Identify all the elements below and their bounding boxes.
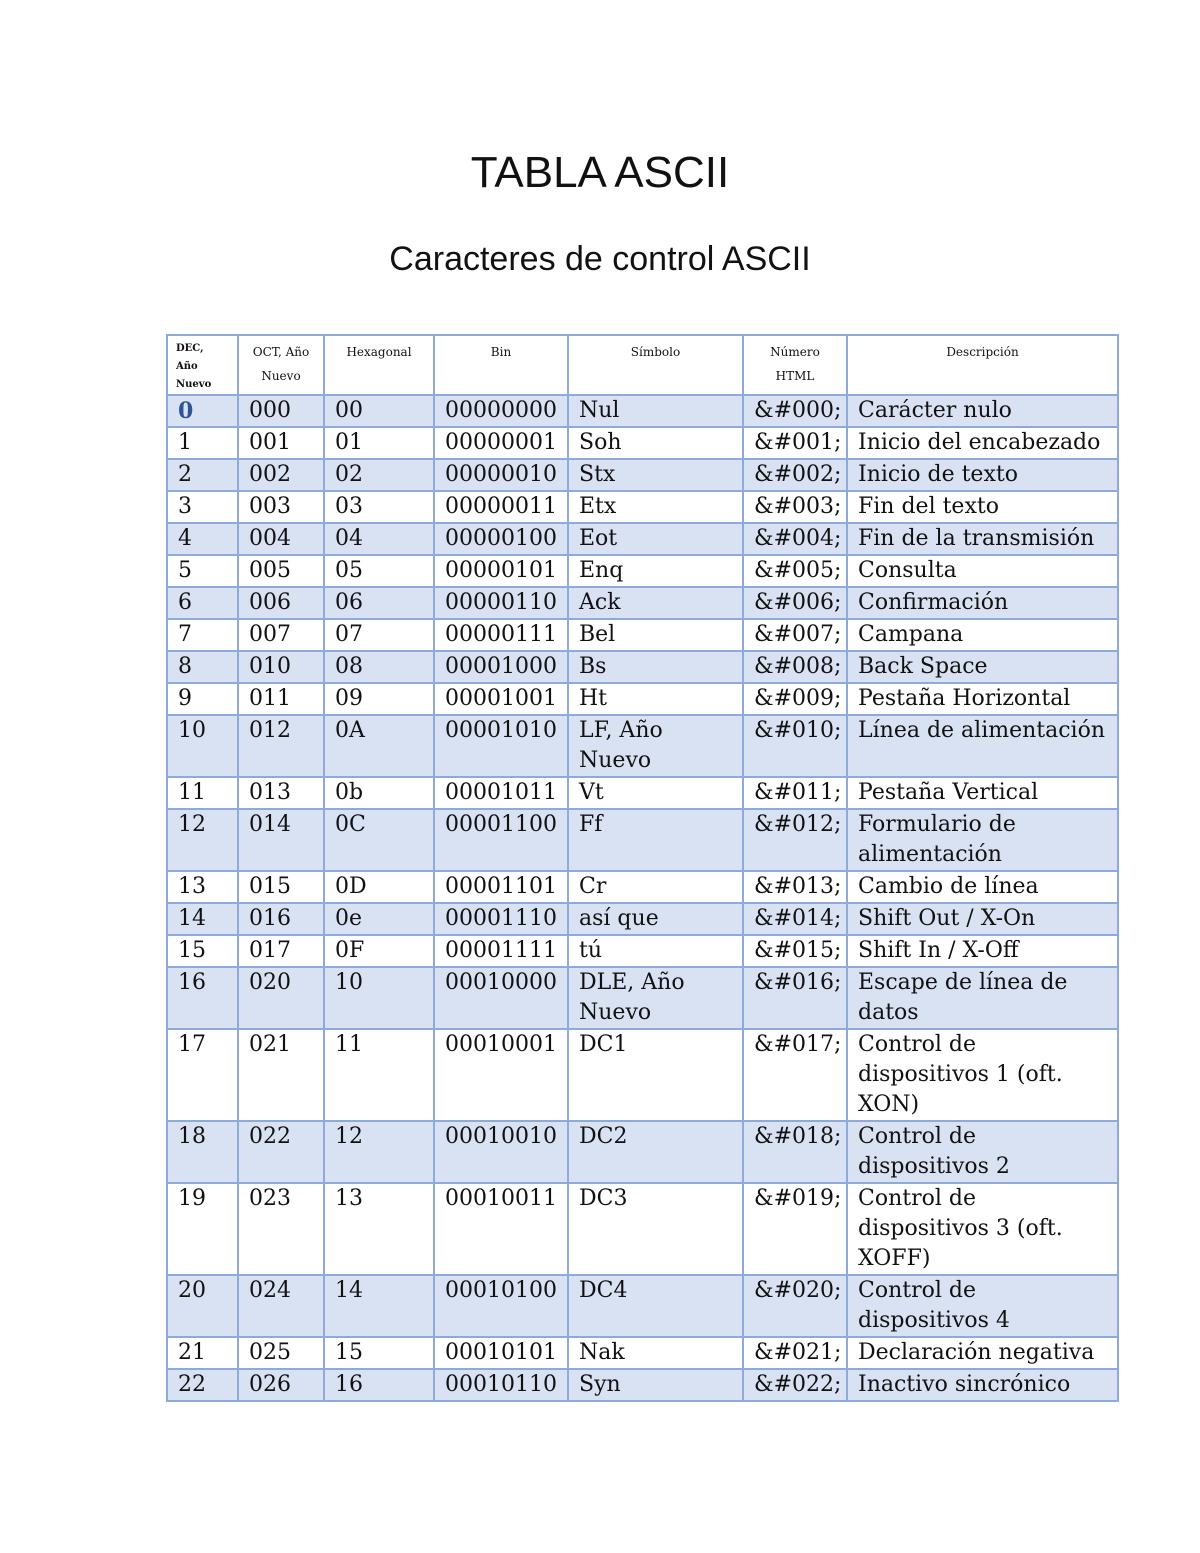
cell-dec: 11 xyxy=(167,777,238,809)
document-subtitle: Caracteres de control ASCII xyxy=(389,240,811,278)
cell-desc: Pestaña Horizontal xyxy=(847,683,1118,715)
cell-symbol: Soh xyxy=(568,427,743,459)
header-html: Número HTML xyxy=(743,335,847,395)
cell-oct: 011 xyxy=(238,683,324,715)
cell-oct: 005 xyxy=(238,555,324,587)
cell-dec: 20 xyxy=(167,1275,238,1337)
cell-dec: 21 xyxy=(167,1337,238,1369)
cell-desc: Control de dispositivos 2 xyxy=(847,1121,1118,1183)
cell-symbol: Nul xyxy=(568,395,743,427)
cell-oct: 023 xyxy=(238,1183,324,1275)
cell-bin: 00001111 xyxy=(434,935,568,967)
cell-oct: 007 xyxy=(238,619,324,651)
cell-oct: 020 xyxy=(238,967,324,1029)
cell-bin: 00010011 xyxy=(434,1183,568,1275)
cell-bin: 00001110 xyxy=(434,903,568,935)
table-row xyxy=(167,967,1118,1029)
table-row xyxy=(167,1275,1118,1337)
cell-bin: 00001000 xyxy=(434,651,568,683)
header-symbol: Símbolo xyxy=(568,335,743,395)
table-row xyxy=(167,903,1118,935)
cell-symbol: DC4 xyxy=(568,1275,743,1337)
cell-desc: Fin del texto xyxy=(847,491,1118,523)
header-hex: Hexagonal xyxy=(324,335,434,395)
cell-oct: 003 xyxy=(238,491,324,523)
cell-html: &#007; xyxy=(743,619,847,651)
table-row xyxy=(167,619,1118,651)
cell-desc: Inicio de texto xyxy=(847,459,1118,491)
cell-bin: 00000000 xyxy=(434,395,568,427)
table-row xyxy=(167,809,1118,871)
cell-hex: 08 xyxy=(324,651,434,683)
cell-bin: 00000110 xyxy=(434,587,568,619)
cell-html: &#018; xyxy=(743,1121,847,1183)
cell-desc: Escape de línea de datos xyxy=(847,967,1118,1029)
cell-oct: 006 xyxy=(238,587,324,619)
cell-html: &#009; xyxy=(743,683,847,715)
document-title: TABLA ASCII xyxy=(470,148,730,197)
cell-hex: 07 xyxy=(324,619,434,651)
cell-dec: 10 xyxy=(167,715,238,777)
cell-dec: 4 xyxy=(167,523,238,555)
cell-hex: 0F xyxy=(324,935,434,967)
cell-hex: 02 xyxy=(324,459,434,491)
cell-symbol: Syn xyxy=(568,1369,743,1401)
cell-desc: Control de dispositivos 1 (oft. XON) xyxy=(847,1029,1118,1121)
cell-hex: 10 xyxy=(324,967,434,1029)
cell-desc: Back Space xyxy=(847,651,1118,683)
table-row xyxy=(167,459,1118,491)
cell-html: &#004; xyxy=(743,523,847,555)
cell-hex: 12 xyxy=(324,1121,434,1183)
cell-oct: 015 xyxy=(238,871,324,903)
cell-dec: 22 xyxy=(167,1369,238,1401)
cell-html: &#006; xyxy=(743,587,847,619)
table-row xyxy=(167,1121,1118,1183)
cell-html: &#008; xyxy=(743,651,847,683)
cell-symbol: DC1 xyxy=(568,1029,743,1121)
cell-symbol: Etx xyxy=(568,491,743,523)
cell-oct: 014 xyxy=(238,809,324,871)
cell-oct: 001 xyxy=(238,427,324,459)
cell-oct: 021 xyxy=(238,1029,324,1121)
cell-desc: Formulario de alimentación xyxy=(847,809,1118,871)
cell-bin: 00010001 xyxy=(434,1029,568,1121)
cell-desc: Consulta xyxy=(847,555,1118,587)
cell-hex: 13 xyxy=(324,1183,434,1275)
cell-hex: 09 xyxy=(324,683,434,715)
cell-dec: 9 xyxy=(167,683,238,715)
cell-bin: 00000100 xyxy=(434,523,568,555)
cell-html: &#011; xyxy=(743,777,847,809)
cell-desc: Control de dispositivos 3 (oft. XOFF) xyxy=(847,1183,1118,1275)
cell-bin: 00000101 xyxy=(434,555,568,587)
cell-dec: 0 xyxy=(167,395,238,427)
cell-dec: 1 xyxy=(167,427,238,459)
cell-desc: Control de dispositivos 4 xyxy=(847,1275,1118,1337)
cell-oct: 012 xyxy=(238,715,324,777)
cell-desc: Campana xyxy=(847,619,1118,651)
cell-html: &#022; xyxy=(743,1369,847,1401)
cell-html: &#016; xyxy=(743,967,847,1029)
cell-hex: 06 xyxy=(324,587,434,619)
header-dec: DEC, Año Nuevo xyxy=(167,335,238,395)
cell-bin: 00010101 xyxy=(434,1337,568,1369)
cell-html: &#010; xyxy=(743,715,847,777)
cell-desc: Pestaña Vertical xyxy=(847,777,1118,809)
cell-bin: 00001100 xyxy=(434,809,568,871)
table-row xyxy=(167,587,1118,619)
cell-bin: 00000011 xyxy=(434,491,568,523)
table-row xyxy=(167,1337,1118,1369)
cell-hex: 11 xyxy=(324,1029,434,1121)
cell-hex: 0A xyxy=(324,715,434,777)
cell-symbol: Ack xyxy=(568,587,743,619)
cell-oct: 024 xyxy=(238,1275,324,1337)
table-row xyxy=(167,427,1118,459)
cell-desc: Shift In / X-Off xyxy=(847,935,1118,967)
cell-oct: 000 xyxy=(238,395,324,427)
table-row xyxy=(167,871,1118,903)
cell-hex: 05 xyxy=(324,555,434,587)
cell-dec: 2 xyxy=(167,459,238,491)
cell-dec: 7 xyxy=(167,619,238,651)
cell-bin: 00001010 xyxy=(434,715,568,777)
cell-desc: Inactivo sincrónico xyxy=(847,1369,1118,1401)
cell-dec: 19 xyxy=(167,1183,238,1275)
cell-hex: 15 xyxy=(324,1337,434,1369)
cell-symbol: Bs xyxy=(568,651,743,683)
cell-symbol: Nak xyxy=(568,1337,743,1369)
table-row xyxy=(167,1029,1118,1121)
table-row xyxy=(167,683,1118,715)
cell-desc: Cambio de línea xyxy=(847,871,1118,903)
table-row xyxy=(167,777,1118,809)
cell-hex: 0D xyxy=(324,871,434,903)
cell-html: &#013; xyxy=(743,871,847,903)
cell-symbol: Vt xyxy=(568,777,743,809)
cell-dec: 16 xyxy=(167,967,238,1029)
cell-desc: Confirmación xyxy=(847,587,1118,619)
cell-desc: Fin de la transmisión xyxy=(847,523,1118,555)
cell-bin: 00000111 xyxy=(434,619,568,651)
cell-bin: 00010010 xyxy=(434,1121,568,1183)
cell-html: &#021; xyxy=(743,1337,847,1369)
cell-symbol: Ht xyxy=(568,683,743,715)
header-oct: OCT, Año Nuevo xyxy=(238,335,324,395)
cell-dec: 8 xyxy=(167,651,238,683)
table-row xyxy=(167,395,1118,427)
cell-html: &#001; xyxy=(743,427,847,459)
cell-dec: 13 xyxy=(167,871,238,903)
cell-bin: 00001011 xyxy=(434,777,568,809)
cell-bin: 00010110 xyxy=(434,1369,568,1401)
table-header-row xyxy=(167,335,1118,395)
cell-hex: 0C xyxy=(324,809,434,871)
cell-oct: 002 xyxy=(238,459,324,491)
cell-symbol: LF, Año Nuevo xyxy=(568,715,743,777)
cell-desc: Línea de alimentación xyxy=(847,715,1118,777)
cell-dec: 15 xyxy=(167,935,238,967)
cell-dec: 5 xyxy=(167,555,238,587)
cell-html: &#003; xyxy=(743,491,847,523)
cell-symbol: Cr xyxy=(568,871,743,903)
cell-html: &#005; xyxy=(743,555,847,587)
header-bin: Bin xyxy=(434,335,568,395)
cell-html: &#015; xyxy=(743,935,847,967)
cell-symbol: Stx xyxy=(568,459,743,491)
cell-symbol: Ff xyxy=(568,809,743,871)
cell-symbol: Enq xyxy=(568,555,743,587)
cell-desc: Inicio del encabezado xyxy=(847,427,1118,459)
cell-oct: 016 xyxy=(238,903,324,935)
cell-html: &#020; xyxy=(743,1275,847,1337)
cell-oct: 022 xyxy=(238,1121,324,1183)
cell-html: &#014; xyxy=(743,903,847,935)
cell-hex: 0e xyxy=(324,903,434,935)
cell-oct: 010 xyxy=(238,651,324,683)
cell-html: &#012; xyxy=(743,809,847,871)
cell-hex: 14 xyxy=(324,1275,434,1337)
cell-dec: 14 xyxy=(167,903,238,935)
cell-dec: 18 xyxy=(167,1121,238,1183)
cell-oct: 026 xyxy=(238,1369,324,1401)
cell-symbol: Eot xyxy=(568,523,743,555)
cell-oct: 013 xyxy=(238,777,324,809)
cell-desc: Carácter nulo xyxy=(847,395,1118,427)
table-row xyxy=(167,715,1118,777)
cell-hex: 16 xyxy=(324,1369,434,1401)
cell-symbol: así que xyxy=(568,903,743,935)
cell-hex: 00 xyxy=(324,395,434,427)
cell-oct: 004 xyxy=(238,523,324,555)
cell-dec: 12 xyxy=(167,809,238,871)
cell-symbol: DLE, Año Nuevo xyxy=(568,967,743,1029)
cell-oct: 025 xyxy=(238,1337,324,1369)
cell-hex: 01 xyxy=(324,427,434,459)
cell-symbol: Bel xyxy=(568,619,743,651)
cell-bin: 00010000 xyxy=(434,967,568,1029)
table-row xyxy=(167,935,1118,967)
cell-bin: 00000010 xyxy=(434,459,568,491)
header-desc: Descripción xyxy=(847,335,1118,395)
cell-symbol: DC2 xyxy=(568,1121,743,1183)
ascii-control-table xyxy=(166,334,1119,1402)
cell-symbol: DC3 xyxy=(568,1183,743,1275)
cell-html: &#002; xyxy=(743,459,847,491)
cell-dec: 3 xyxy=(167,491,238,523)
cell-html: &#017; xyxy=(743,1029,847,1121)
table-row xyxy=(167,523,1118,555)
cell-hex: 03 xyxy=(324,491,434,523)
cell-desc: Shift Out / X-On xyxy=(847,903,1118,935)
cell-symbol: tú xyxy=(568,935,743,967)
cell-hex: 0b xyxy=(324,777,434,809)
table-row xyxy=(167,1183,1118,1275)
cell-dec: 6 xyxy=(167,587,238,619)
cell-desc: Declaración negativa xyxy=(847,1337,1118,1369)
table-row xyxy=(167,491,1118,523)
table-row xyxy=(167,1369,1118,1401)
cell-oct: 017 xyxy=(238,935,324,967)
table-row xyxy=(167,651,1118,683)
cell-dec: 17 xyxy=(167,1029,238,1121)
cell-bin: 00010100 xyxy=(434,1275,568,1337)
cell-bin: 00001101 xyxy=(434,871,568,903)
cell-html: &#000; xyxy=(743,395,847,427)
cell-bin: 00000001 xyxy=(434,427,568,459)
cell-bin: 00001001 xyxy=(434,683,568,715)
table-row xyxy=(167,555,1118,587)
cell-hex: 04 xyxy=(324,523,434,555)
cell-html: &#019; xyxy=(743,1183,847,1275)
